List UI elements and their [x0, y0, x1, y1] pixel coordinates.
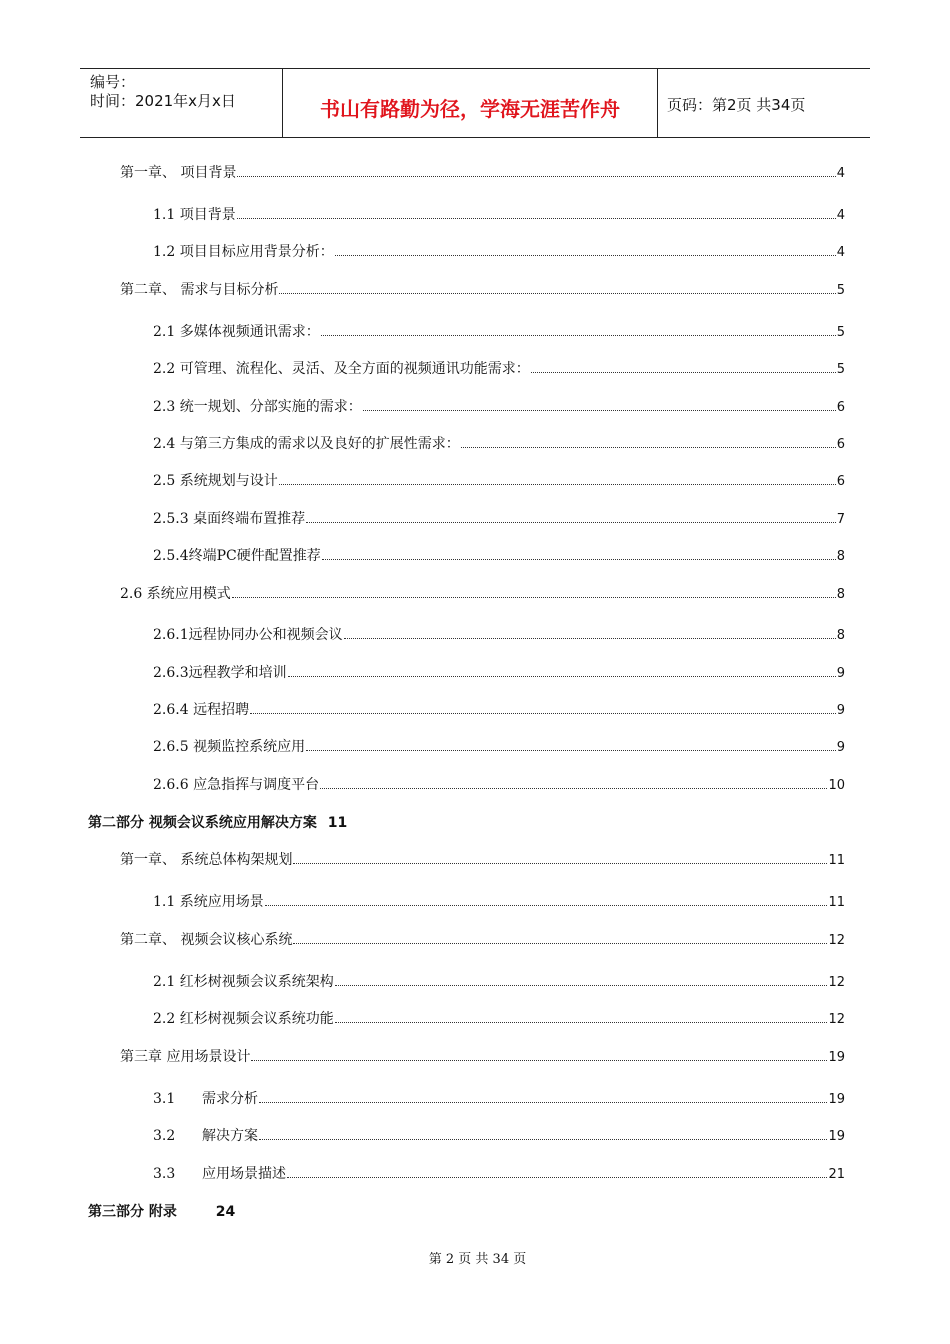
toc-entry-page: 9 [836, 703, 845, 718]
toc-entry-title: 1.1 项目背景 [153, 207, 236, 223]
toc-leader [293, 863, 827, 864]
toc-entry-title: 2.6.1远程协同办公和视频会议 [153, 627, 343, 643]
toc-entry-title: 第一章、 系统总体构架规划 [120, 852, 293, 868]
toc-entry-title: 2.6.5 视频监控系统应用 [153, 739, 306, 755]
toc-leader [320, 788, 827, 789]
toc-entry[interactable] [153, 396, 845, 416]
toc-entry[interactable] [153, 358, 845, 378]
toc-entry-page: 5 [836, 283, 845, 298]
toc-entry-page: 7 [836, 512, 845, 527]
toc-leader [335, 985, 828, 986]
toc-entry[interactable] [153, 891, 845, 911]
page-footer: 第 2 页 共 34 页 [428, 1252, 527, 1267]
toc-entry-page: 4 [836, 208, 845, 223]
toc-part-page: 24 [215, 1204, 236, 1220]
toc-entry[interactable] [120, 162, 845, 182]
toc-leader [306, 522, 836, 523]
toc-entry[interactable] [120, 279, 845, 299]
toc-entry[interactable] [120, 583, 845, 603]
toc-leader [287, 1177, 827, 1178]
toc-entry-page: 5 [836, 362, 845, 377]
toc-entry[interactable] [153, 433, 845, 453]
toc-entry-title: 2.2 可管理、流程化、灵活、及全方面的视频通讯功能需求： [153, 361, 530, 377]
toc-entry-page: 6 [836, 400, 845, 415]
toc-entry[interactable] [153, 508, 845, 528]
toc-entry[interactable] [153, 1088, 845, 1108]
toc-entry-page: 9 [836, 666, 845, 681]
toc-entry-page: 6 [836, 474, 845, 489]
toc-entry-title: 2.3 统一规划、分部实施的需求： [153, 399, 362, 415]
toc-entry[interactable] [153, 321, 845, 341]
toc-entry-page: 21 [828, 1167, 845, 1182]
toc-entry-title: 2.6.4 远程招聘 [153, 702, 250, 718]
toc-entry-title: 2.2 红杉树视频会议系统功能 [153, 1011, 334, 1027]
toc-entry-page: 8 [836, 549, 845, 564]
toc-entry-title: 2.5 系统规划与设计 [153, 473, 278, 489]
toc-entry-title: 2.1 红杉树视频会议系统架构 [153, 974, 334, 990]
toc-entry-title: 第二章、 视频会议核心系统 [120, 932, 293, 948]
toc-entry-page: 12 [828, 1012, 845, 1027]
toc-leader [250, 713, 836, 714]
toc-entry[interactable] [153, 470, 845, 490]
toc-part-title: 第二部分 视频会议系统应用解决方案 [88, 815, 317, 831]
toc-leader [363, 410, 836, 411]
toc-entry[interactable] [153, 699, 845, 719]
toc-entry-title: 1.2 项目目标应用背景分析： [153, 244, 334, 260]
toc-entry-page: 8 [836, 587, 845, 602]
toc-entry-page: 9 [836, 740, 845, 755]
toc-entry[interactable] [153, 971, 845, 991]
toc-leader [531, 372, 836, 373]
toc-entry-title: 3.2 解决方案 [153, 1128, 258, 1144]
toc-entry-page: 11 [828, 853, 845, 868]
toc-entry-title: 2.6.6 应急指挥与调度平台 [153, 777, 320, 793]
toc-entry-title: 2.5.4终端PC硬件配置推荐 [153, 548, 321, 564]
toc-entry-title: 第二章、 需求与目标分析 [120, 282, 279, 298]
toc-leader [251, 1060, 827, 1061]
toc-entry[interactable] [153, 241, 845, 261]
toc-entry-title: 2.6 系统应用模式 [120, 586, 231, 602]
toc-leader [461, 447, 836, 448]
toc-part-page: 11 [327, 815, 348, 831]
toc-entry-title: 3.1 需求分析 [153, 1091, 258, 1107]
toc-entry[interactable] [120, 849, 845, 869]
toc-entry[interactable] [153, 204, 845, 224]
toc-leader [321, 335, 836, 336]
toc-leader [259, 1139, 827, 1140]
toc-part-heading[interactable] [88, 812, 347, 832]
header-page-info: 页码：第2页 共34页 [667, 96, 806, 114]
toc-leader [265, 905, 828, 906]
toc-entry[interactable] [153, 662, 845, 682]
toc-entry-page: 12 [828, 975, 845, 990]
toc-leader [335, 1022, 828, 1023]
toc-entry-page: 4 [836, 245, 845, 260]
toc-leader [237, 176, 835, 177]
toc-entry-title: 2.5.3 桌面终端布置推荐 [153, 511, 306, 527]
toc-leader [279, 484, 836, 485]
toc-entry-page: 4 [836, 166, 845, 181]
toc-part-title: 第三部分 附录 [88, 1204, 177, 1220]
toc-entry[interactable] [153, 736, 845, 756]
toc-entry-title: 2.4 与第三方集成的需求以及良好的扩展性需求： [153, 436, 460, 452]
toc-entry-title: 3.3 应用场景描述 [153, 1166, 286, 1182]
toc-entry-title: 第一章、 项目背景 [120, 165, 237, 181]
toc-entry-page: 10 [828, 778, 845, 793]
toc-leader [288, 676, 836, 677]
toc-entry-page: 6 [836, 437, 845, 452]
toc-entry-page: 19 [828, 1092, 845, 1107]
toc-entry-title: 2.6.3远程教学和培训 [153, 665, 287, 681]
toc-entry[interactable] [120, 1046, 845, 1066]
toc-entry-title: 1.1 系统应用场景 [153, 894, 264, 910]
time-label: 时间：2021年x月x日 [90, 92, 236, 110]
toc-entry-page: 12 [828, 933, 845, 948]
toc-entry-page: 19 [828, 1050, 845, 1065]
code-label: 编号： [90, 73, 136, 91]
toc-entry[interactable] [153, 1008, 845, 1028]
toc-leader [335, 255, 836, 256]
toc-entry-title: 2.1 多媒体视频通讯需求： [153, 324, 320, 340]
toc-leader [237, 218, 836, 219]
motto: 书山有路勤为径，学海无涯苦作舟 [320, 97, 620, 121]
toc-entry-title: 第三章 应用场景设计 [120, 1049, 251, 1065]
toc-part-heading[interactable] [88, 1201, 235, 1221]
toc-leader [322, 559, 836, 560]
toc-leader [344, 638, 836, 639]
toc-leader [232, 597, 836, 598]
toc-entry-page: 19 [828, 1129, 845, 1144]
toc-entry-page: 8 [836, 628, 845, 643]
toc-leader [279, 293, 835, 294]
toc-leader [293, 943, 827, 944]
toc-entry[interactable] [120, 929, 845, 949]
toc-entry-page: 11 [828, 895, 845, 910]
toc-entry[interactable] [153, 1125, 845, 1145]
toc-entry-page: 5 [836, 325, 845, 340]
toc-entry[interactable] [153, 774, 845, 794]
toc-leader [259, 1102, 827, 1103]
toc-leader [306, 750, 836, 751]
toc-entry[interactable] [153, 1163, 845, 1183]
toc-entry[interactable] [153, 545, 845, 565]
toc-entry[interactable] [153, 624, 845, 644]
